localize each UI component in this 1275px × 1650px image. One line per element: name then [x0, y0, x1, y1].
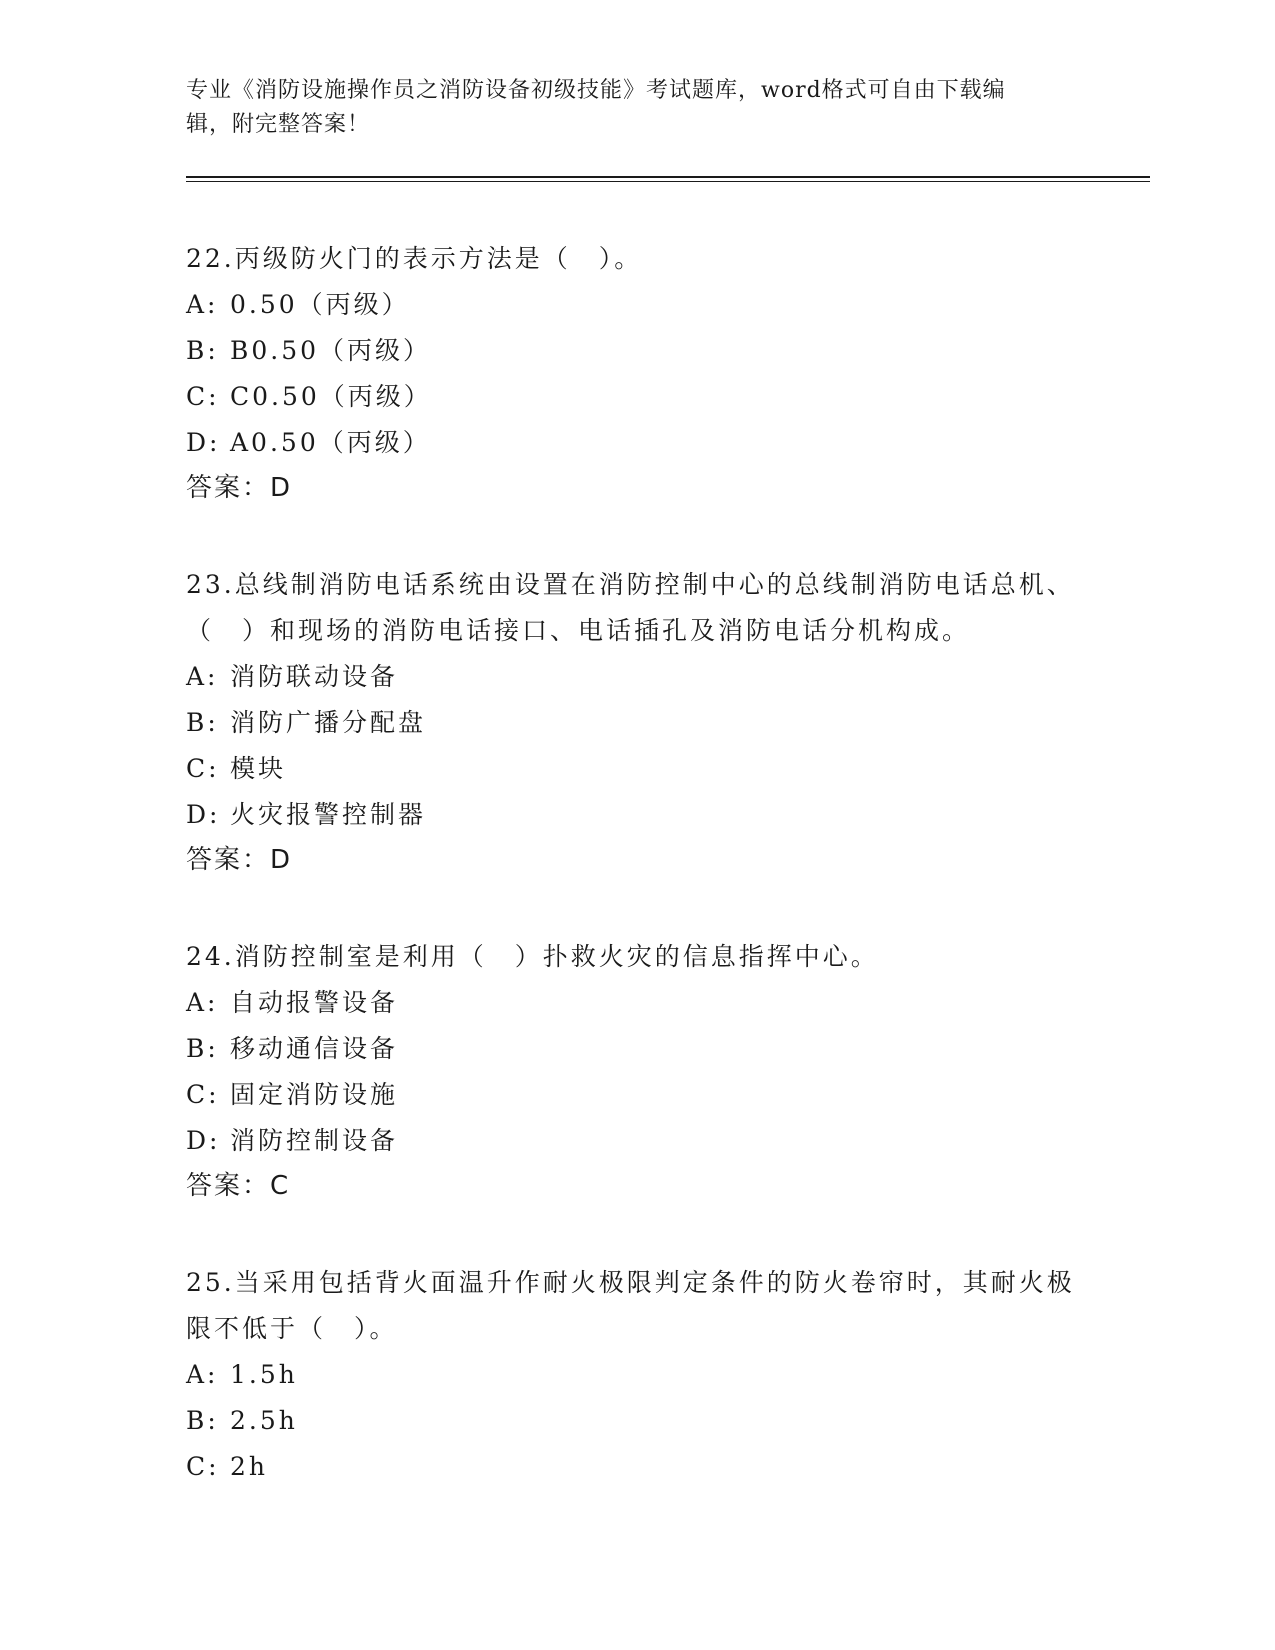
option-c — [186, 1444, 1086, 1490]
option-key: D: — [186, 1126, 221, 1155]
option-d — [186, 1118, 1086, 1164]
option-a — [186, 654, 1086, 700]
option-key: A: — [186, 1360, 219, 1389]
option-b — [186, 1026, 1086, 1072]
question-22 — [186, 236, 1086, 510]
question-25 — [186, 1260, 1086, 1490]
option-b — [186, 328, 1086, 374]
option-text: 模块 — [230, 754, 287, 783]
answer-line: 答案：C — [186, 1171, 291, 1201]
option-key: C: — [186, 754, 220, 783]
option-text: 2.5h — [230, 1406, 298, 1435]
option-text: A0.50（丙级） — [230, 428, 431, 457]
option-key: A: — [186, 662, 219, 691]
option-text: 1.5h — [230, 1360, 298, 1389]
option-key: B: — [186, 1406, 219, 1435]
question-stem: 23.总线制消防电话系统由设置在消防控制中心的总线制消防电话总机、（ ）和现场的消防电话接口、电话插孔及消防电话分机构成。 — [186, 570, 1075, 645]
question-stem: 22.丙级防火门的表示方法是（ ）。 — [186, 244, 643, 273]
option-key: B: — [186, 1034, 219, 1063]
option-text: 固定消防设施 — [230, 1080, 399, 1109]
question-stem: 25.当采用包括背火面温升作耐火极限判定条件的防火卷帘时，其耐火极限不低于（ ）。 — [186, 1268, 1075, 1343]
option-text: C0.50（丙级） — [230, 382, 432, 411]
option-a — [186, 1352, 1086, 1398]
option-d — [186, 792, 1086, 838]
header-intro-line-1: 专业《消防设施操作员之消防设备初级技能》考试题库，word格式可自由下载编 — [186, 78, 1006, 103]
option-text: 自动报警设备 — [230, 988, 399, 1017]
option-d — [186, 420, 1086, 466]
option-text: 0.50（丙级） — [230, 290, 410, 319]
option-key: B: — [186, 708, 219, 737]
option-text: 移动通信设备 — [230, 1034, 399, 1063]
question-23 — [186, 562, 1086, 882]
option-key: A: — [186, 988, 219, 1017]
option-text: 消防联动设备 — [230, 662, 399, 691]
option-b — [186, 700, 1086, 746]
question-list — [186, 236, 1086, 1542]
question-24 — [186, 934, 1086, 1208]
option-text: B0.50（丙级） — [230, 336, 432, 365]
header-divider — [186, 176, 1150, 182]
option-c — [186, 746, 1086, 792]
option-text: 消防广播分配盘 — [230, 708, 427, 737]
option-key: B: — [186, 336, 219, 365]
answer-line: 答案：D — [186, 845, 293, 875]
option-key: A: — [186, 290, 219, 319]
option-key: C: — [186, 1452, 220, 1481]
option-text: 消防控制设备 — [230, 1126, 399, 1155]
option-a — [186, 282, 1086, 328]
option-a — [186, 980, 1086, 1026]
option-key: C: — [186, 1080, 220, 1109]
option-c — [186, 1072, 1086, 1118]
answer-line: 答案：D — [186, 473, 293, 503]
option-key: D: — [186, 800, 221, 829]
option-c — [186, 374, 1086, 420]
question-stem: 24.消防控制室是利用（ ）扑救火灾的信息指挥中心。 — [186, 942, 879, 971]
option-key: C: — [186, 382, 220, 411]
document-header — [186, 74, 1066, 142]
option-key: D: — [186, 428, 221, 457]
option-text: 2h — [230, 1452, 269, 1481]
option-b — [186, 1398, 1086, 1444]
option-text: 火灾报警控制器 — [230, 800, 427, 829]
header-intro-line-2: 辑，附完整答案！ — [186, 112, 371, 137]
